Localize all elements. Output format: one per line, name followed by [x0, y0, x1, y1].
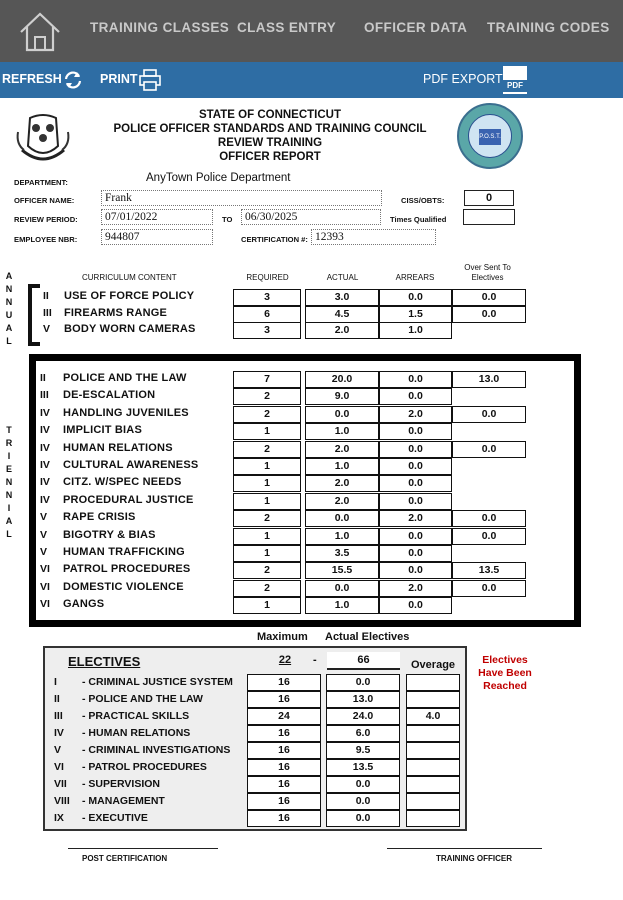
actual-electives-header: Actual Electives — [325, 631, 410, 643]
actual-header: ACTUAL — [326, 273, 359, 282]
vertical-label-letter: L — [6, 336, 12, 346]
elective-overage-cell — [406, 793, 460, 810]
times-qualified-field[interactable] — [463, 209, 515, 225]
elective-level: I — [54, 676, 57, 688]
arrears-cell: 2.0 — [379, 510, 452, 527]
nav-training-codes[interactable]: TRAINING CODES — [487, 20, 610, 35]
elective-actual-cell: 9.5 — [326, 742, 400, 759]
arrears-cell: 0.0 — [379, 545, 452, 562]
elective-name: - EXECUTIVE — [82, 812, 148, 824]
report-title-line: REVIEW TRAINING — [217, 137, 323, 149]
curriculum-row-level: VI — [40, 563, 50, 576]
curriculum-row-level: III — [40, 389, 49, 402]
review-to-field[interactable]: 06/30/2025 — [241, 209, 381, 225]
elective-name: - CRIMINAL INVESTIGATIONS — [82, 744, 231, 756]
annual-bracket — [28, 284, 32, 346]
curriculum-row-name: RAPE CRISIS — [63, 511, 136, 524]
elective-name: - SUPERVISION — [82, 778, 160, 790]
arrears-cell: 2.0 — [379, 406, 452, 423]
vertical-label-letter: E — [5, 464, 12, 474]
required-cell: 2 — [233, 441, 301, 458]
required-cell: 2 — [233, 510, 301, 527]
elective-max-cell: 16 — [247, 691, 321, 708]
elective-level: II — [54, 693, 60, 705]
ciss-obts-label: CISS/OBTS: — [401, 196, 445, 205]
elective-overage-cell — [406, 742, 460, 759]
actual-cell: 2.0 — [305, 475, 379, 492]
curriculum-row-name: PROCEDURAL JUSTICE — [63, 493, 194, 506]
over-sent-cell: 0.0 — [452, 441, 526, 458]
annual-bracket-top — [28, 284, 40, 288]
curriculum-row-name: BIGOTRY & BIAS — [63, 528, 156, 541]
elective-name: - HUMAN RELATIONS — [82, 727, 191, 739]
elective-max-cell: 16 — [247, 759, 321, 776]
refresh-button[interactable]: REFRESH — [2, 72, 62, 86]
curriculum-row-name: GANGS — [63, 598, 105, 611]
certification-field[interactable]: 12393 — [311, 229, 436, 245]
annual-bracket-bottom — [28, 342, 40, 346]
elective-actual-cell: 13.5 — [326, 759, 400, 776]
vertical-label-letter: N — [5, 297, 13, 307]
officer-name-label: OFFICER NAME: — [14, 196, 75, 205]
officer-name-field[interactable]: Frank — [101, 190, 382, 206]
required-header: REQUIRED — [246, 273, 289, 282]
elective-max-cell: 16 — [247, 810, 321, 827]
elective-max-cell: 16 — [247, 674, 321, 691]
required-cell: 1 — [233, 423, 301, 440]
actual-cell: 2.0 — [305, 441, 379, 458]
required-cell: 1 — [233, 545, 301, 562]
elective-name: - PATROL PROCEDURES — [82, 761, 207, 773]
curriculum-row-name: CITZ. W/SPEC NEEDS — [63, 476, 182, 489]
arrears-cell: 0.0 — [379, 388, 452, 405]
arrears-cell: 0.0 — [379, 441, 452, 458]
pdf-icon-label: PDF — [503, 80, 527, 92]
curriculum-row-name: POLICE AND THE LAW — [63, 372, 187, 384]
curriculum-row-name: CULTURAL AWARENESS — [63, 459, 199, 471]
department-value: AnyTown Police Department — [146, 172, 291, 184]
arrears-cell: 0.0 — [379, 423, 452, 440]
curriculum-row-name: PATROL PROCEDURES — [63, 563, 191, 576]
elective-overage-cell — [406, 776, 460, 793]
elective-level: VI — [54, 761, 64, 773]
curriculum-row-level: II — [43, 290, 49, 302]
elective-overage-cell — [406, 759, 460, 776]
curriculum-row-level: II — [40, 372, 46, 384]
electives-alert-line: Electives — [482, 654, 528, 666]
elective-max-cell: 16 — [247, 742, 321, 759]
elective-max-cell: 24 — [247, 708, 321, 725]
electives-maximum-value: 22 — [278, 654, 292, 666]
certification-label: CERTIFICATION #: — [241, 235, 308, 244]
elective-actual-cell: 0.0 — [326, 810, 400, 827]
ciss-obts-field[interactable]: 0 — [464, 190, 514, 206]
elective-level: VII — [54, 778, 67, 790]
curriculum-row-name: USE OF FORCE POLICY — [64, 290, 195, 302]
required-cell: 2 — [233, 562, 301, 579]
curriculum-row-level: IV — [40, 493, 50, 506]
curriculum-row-name: IMPLICIT BIAS — [63, 424, 142, 437]
home-icon[interactable] — [18, 11, 62, 53]
curriculum-row-level: IV — [40, 476, 50, 489]
curriculum-row-level: V — [40, 546, 48, 558]
vertical-label-letter: N — [5, 490, 13, 500]
nav-training-classes[interactable]: TRAINING CLASSES — [90, 20, 230, 35]
elective-max-cell: 16 — [247, 725, 321, 742]
actual-cell: 1.0 — [305, 597, 379, 614]
actual-cell: 20.0 — [305, 371, 379, 388]
employee-nbr-label: EMPLOYEE NBR: — [14, 235, 78, 244]
curriculum-row-name: HUMAN TRAFFICKING — [63, 546, 185, 558]
curriculum-row-name: DOMESTIC VIOLENCE — [63, 580, 184, 593]
actual-cell: 0.0 — [305, 406, 379, 423]
curriculum-row-level: V — [40, 528, 48, 541]
curriculum-content-header: CURRICULUM CONTENT — [82, 273, 177, 282]
elective-actual-cell: 13.0 — [326, 691, 400, 708]
curriculum-row-level: V — [40, 511, 48, 524]
over-sent-cell: 13.0 — [452, 371, 526, 388]
elective-name: - PRACTICAL SKILLS — [82, 710, 190, 722]
arrears-cell: 0.0 — [379, 371, 452, 388]
print-icon[interactable] — [138, 68, 162, 92]
report-title-line: OFFICER REPORT — [219, 151, 321, 163]
elective-actual-cell: 0.0 — [326, 793, 400, 810]
over-sent-cell: 0.0 — [452, 510, 526, 527]
elective-actual-cell: 0.0 — [326, 776, 400, 793]
electives-title: ELECTIVES — [68, 654, 141, 669]
elective-overage-cell: 4.0 — [406, 708, 460, 725]
arrears-cell: 0.0 — [379, 493, 452, 510]
arrears-header: ARREARS — [395, 273, 435, 282]
elective-max-cell: 16 — [247, 776, 321, 793]
actual-cell: 9.0 — [305, 388, 379, 405]
electives-alert-line: Have Been — [478, 667, 532, 679]
report-title-line: POLICE OFFICER STANDARDS AND TRAINING COUNCIL — [113, 123, 427, 135]
elective-overage-cell — [406, 810, 460, 827]
post-certification-label: POST CERTIFICATION — [82, 854, 168, 863]
curriculum-row-level: III — [43, 306, 52, 319]
curriculum-row-level: IV — [40, 459, 50, 471]
arrears-cell: 0.0 — [379, 597, 452, 614]
actual-cell: 1.0 — [305, 458, 379, 475]
report-title — [100, 108, 440, 164]
review-from-field[interactable]: 07/01/2022 — [101, 209, 213, 225]
required-cell: 3 — [233, 289, 301, 306]
electives-dash: - — [313, 654, 317, 666]
required-cell: 1 — [233, 528, 301, 545]
state-coat-of-arms-icon — [14, 110, 72, 168]
actual-cell: 15.5 — [305, 562, 379, 579]
vertical-label-letter: R — [5, 438, 13, 448]
over-sent-cell: 0.0 — [452, 289, 526, 306]
required-cell: 2 — [233, 580, 301, 597]
vertical-label-letter: U — [5, 310, 13, 320]
elective-actual-cell: 0.0 — [326, 674, 400, 691]
elective-name: - CRIMINAL JUSTICE SYSTEM — [82, 676, 233, 688]
elective-level: IV — [54, 727, 64, 739]
required-cell: 1 — [233, 493, 301, 510]
actual-cell: 0.0 — [305, 580, 379, 597]
over-sent-cell: 13.5 — [452, 562, 526, 579]
over-sent-header-line: Electives — [471, 273, 504, 282]
elective-level: VIII — [54, 795, 70, 807]
actual-cell: 4.5 — [305, 306, 379, 323]
over-sent-cell: 0.0 — [452, 528, 526, 545]
curriculum-row-name: BODY WORN CAMERAS — [64, 323, 196, 335]
vertical-label-letter: I — [7, 451, 11, 461]
vertical-label-letter: A — [5, 516, 13, 526]
elective-level: IX — [54, 812, 64, 824]
nav-class-entry[interactable]: CLASS ENTRY — [237, 20, 337, 35]
elective-overage-cell — [406, 725, 460, 742]
required-cell: 2 — [233, 388, 301, 405]
actual-cell: 1.0 — [305, 528, 379, 545]
overage-header: Overage — [411, 659, 456, 671]
elective-overage-cell — [406, 691, 460, 708]
vertical-label-letter: T — [6, 425, 12, 435]
pdf-icon[interactable] — [503, 66, 527, 94]
required-cell: 1 — [233, 458, 301, 475]
over-sent-cell: 0.0 — [452, 406, 526, 423]
arrears-cell: 0.0 — [379, 289, 452, 306]
arrears-cell: 1.0 — [379, 322, 452, 339]
pdf-export-button[interactable]: PDF EXPORT — [423, 72, 503, 86]
post-certification-line — [68, 848, 218, 849]
elective-actual-cell: 24.0 — [326, 708, 400, 725]
over-sent-cell: 0.0 — [452, 580, 526, 597]
arrears-cell: 0.0 — [379, 475, 452, 492]
times-qualified-label: Times Qualified — [390, 215, 447, 224]
elective-level: III — [54, 710, 63, 722]
required-cell: 6 — [233, 306, 301, 323]
elective-name: - MANAGEMENT — [82, 795, 165, 807]
refresh-icon[interactable] — [62, 70, 84, 90]
nav-officer-data[interactable]: OFFICER DATA — [364, 20, 468, 35]
curriculum-row-name: HANDLING JUVENILES — [63, 406, 189, 419]
print-button[interactable]: PRINT — [100, 72, 138, 86]
electives-alert-line: Reached — [483, 680, 527, 692]
maximum-header: Maximum — [257, 631, 308, 643]
curriculum-row-level: VI — [40, 580, 50, 593]
department-label: DEPARTMENT: — [14, 178, 68, 187]
elective-name: - POLICE AND THE LAW — [82, 693, 203, 705]
arrears-cell: 1.5 — [379, 306, 452, 323]
elective-overage-cell — [406, 674, 460, 691]
required-cell: 2 — [233, 406, 301, 423]
actual-cell: 0.0 — [305, 510, 379, 527]
over-sent-header — [450, 263, 525, 283]
top-nav-bar — [0, 0, 623, 62]
curriculum-row-level: IV — [40, 424, 50, 437]
actual-cell: 2.0 — [305, 493, 379, 510]
over-sent-header-line: Over Sent To — [464, 263, 511, 272]
electives-reached-alert — [470, 654, 540, 693]
required-cell: 7 — [233, 371, 301, 388]
review-period-label: REVIEW PERIOD: — [14, 215, 78, 224]
curriculum-row-level: V — [43, 323, 51, 335]
vertical-label-letter: A — [5, 323, 13, 333]
vertical-label-letter: N — [5, 284, 13, 294]
actual-cell: 1.0 — [305, 423, 379, 440]
employee-nbr-field[interactable]: 944807 — [101, 229, 213, 245]
actual-cell: 3.5 — [305, 545, 379, 562]
curriculum-row-name: HUMAN RELATIONS — [63, 441, 173, 454]
curriculum-row-level: VI — [40, 598, 50, 611]
to-label: TO — [222, 215, 233, 224]
seal-text: P.O.S.T. — [479, 129, 501, 145]
over-sent-cell: 0.0 — [452, 306, 526, 323]
curriculum-row-name: DE-ESCALATION — [63, 389, 156, 402]
required-cell: 3 — [233, 322, 301, 339]
arrears-cell: 0.0 — [379, 562, 452, 579]
arrears-cell: 2.0 — [379, 580, 452, 597]
vertical-label-letter: L — [6, 529, 12, 539]
vertical-label-letter: A — [5, 271, 13, 281]
actual-cell: 2.0 — [305, 322, 379, 339]
elective-actual-cell: 6.0 — [326, 725, 400, 742]
arrears-cell: 0.0 — [379, 458, 452, 475]
curriculum-row-level: IV — [40, 406, 50, 419]
training-officer-line — [387, 848, 542, 849]
post-seal-icon — [457, 103, 523, 169]
curriculum-row-name: FIREARMS RANGE — [64, 306, 168, 319]
required-cell: 1 — [233, 475, 301, 492]
elective-max-cell: 16 — [247, 793, 321, 810]
elective-level: V — [54, 744, 62, 756]
electives-actual-value: 66 — [327, 652, 400, 670]
actual-cell: 3.0 — [305, 289, 379, 306]
vertical-label-letter: I — [7, 503, 11, 513]
required-cell: 1 — [233, 597, 301, 614]
training-officer-label: TRAINING OFFICER — [436, 854, 512, 863]
report-title-line: STATE OF CONNECTICUT — [198, 109, 342, 121]
vertical-label-letter: N — [5, 477, 13, 487]
arrears-cell: 0.0 — [379, 528, 452, 545]
curriculum-row-level: IV — [40, 441, 50, 454]
report-toolbar — [0, 62, 623, 98]
